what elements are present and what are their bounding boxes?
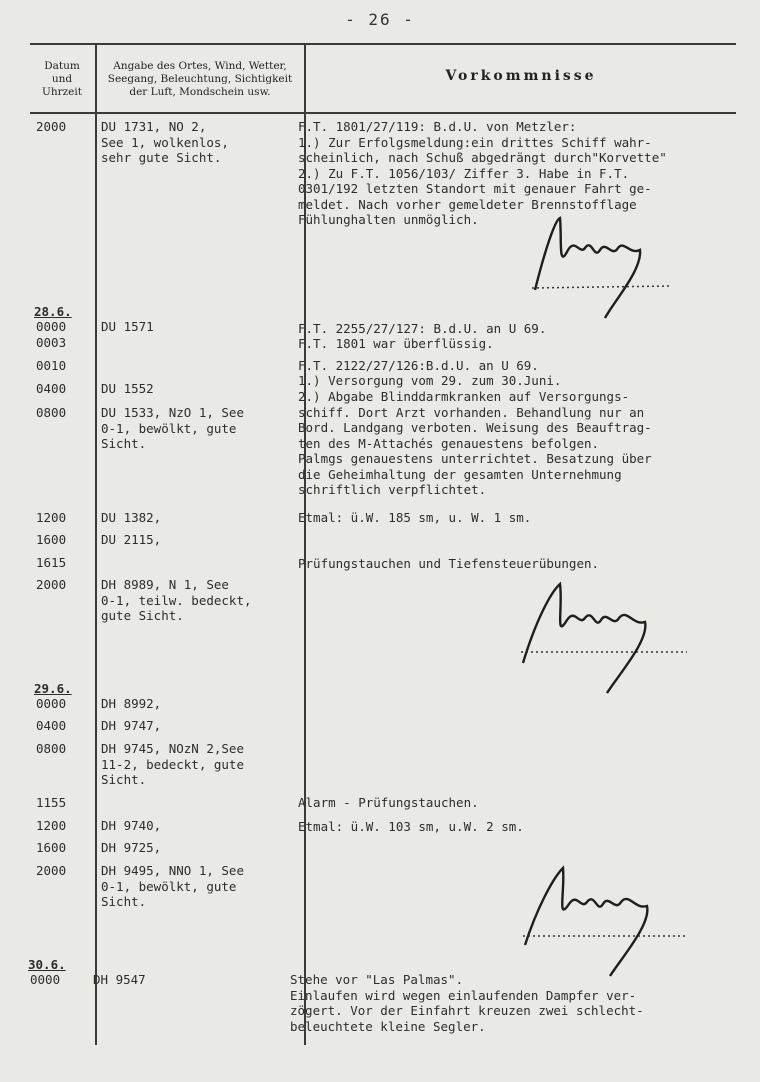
- row-time: 0000: [30, 972, 61, 987]
- row-time: 0010: [36, 358, 67, 373]
- header-bottom-rule: [30, 112, 736, 114]
- row-place: DU 1382,: [101, 510, 162, 525]
- row-time: 2000: [36, 863, 67, 878]
- row-place: DU 1731, NO 2, See 1, wolkenlos, sehr gute Sicht.: [101, 119, 229, 165]
- row-place: DU 1552: [101, 381, 154, 396]
- row-event: Etmal: ü.W. 185 sm, u. W. 1 sm.: [298, 510, 532, 525]
- row-event: F.T. 2122/27/126:B.d.U. an U 69.: [298, 358, 539, 373]
- row-event: F.T. 1801 war überflüssig.: [298, 336, 494, 351]
- row-time: 1600: [36, 532, 67, 547]
- row-event: Etmal: ü.W. 103 sm, u.W. 2 sm.: [298, 819, 524, 834]
- row-time: 0000: [36, 319, 67, 334]
- page-number: - 26 -: [345, 10, 415, 29]
- header-place: Angabe des Ortes, Wind, Wetter, Seegang, Beleuchtung, Sichtigkeit der Luft, Mondschein usw.: [107, 60, 293, 98]
- row-time: 0400: [36, 718, 67, 733]
- signature-1: [520, 210, 690, 320]
- row-time: 2000: [36, 577, 67, 592]
- row-time: 0800: [36, 405, 67, 420]
- row-place: DH 8989, N 1, See 0-1, teilw. bedeckt, gute Sicht.: [101, 577, 252, 623]
- signature-3: [515, 860, 695, 980]
- row-place: DH 9495, NNO 1, See 0-1, bewölkt, gute Sicht.: [101, 863, 244, 909]
- row-event: Prüfungstauchen und Tiefensteuerübungen.: [298, 556, 600, 571]
- signature-2: [515, 578, 695, 698]
- row-place: DU 1571: [101, 319, 154, 334]
- row-place: DH 8992,: [101, 696, 162, 711]
- row-time: 0000: [36, 696, 67, 711]
- date-label: 30.6.: [28, 957, 66, 972]
- row-place: DU 1533, NzO 1, See 0-1, bewölkt, gute Sicht.: [101, 405, 244, 451]
- row-place: DH 9547: [93, 972, 146, 987]
- row-time: 0400: [36, 381, 67, 396]
- row-time: 0800: [36, 741, 67, 756]
- header-top-rule: [30, 43, 736, 45]
- row-time: 1600: [36, 840, 67, 855]
- row-place: DU 2115,: [101, 532, 162, 547]
- header-date: Datum und Uhrzeit: [42, 60, 82, 98]
- row-event: F.T. 2255/27/127: B.d.U. an U 69.: [298, 321, 547, 336]
- row-time: 1155: [36, 795, 67, 810]
- row-time: 1200: [36, 818, 67, 833]
- header-events: Vorkommnisse: [445, 68, 597, 84]
- row-event: Stehe vor "Las Palmas". Einlaufen wird wegen einlaufenden Dampfer ver- zögert. Vor der Einfahrt kreuzen zwei schlecht- beleuchtete kleine Segler.: [290, 972, 644, 1034]
- row-time: 1615: [36, 555, 67, 570]
- date-label: 28.6.: [34, 304, 72, 319]
- row-place: DH 9740,: [101, 818, 162, 833]
- row-event: 1.) Versorgung vom 29. zum 30.Juni.: [298, 373, 562, 388]
- row-place: DH 9747,: [101, 718, 162, 733]
- date-label: 29.6.: [34, 681, 72, 696]
- row-time: 1200: [36, 510, 67, 525]
- date-column-rule: [95, 45, 97, 1045]
- row-time: 0003: [36, 335, 67, 350]
- row-time: 2000: [36, 119, 67, 134]
- row-event: 2.) Abgabe Blinddarmkranken auf Versorgungs- schiff. Dort Arzt vorhanden. Behandlung nur an Bord. Landgang verboten. Weisung des Beauftrag- ten des M-Attachés genauestens befolgen. Palmgs genauestens unterrichtet. Besatzung über die Geheimhaltung der gesamten Unternehmung schriftlich verpflichtet.: [298, 389, 652, 497]
- row-event: F.T. 1801/27/119: B.d.U. von Metzler: 1.) Zur Erfolgsmeldung:ein drittes Schiff wahr- scheinlich, nach Schuß abgedrängt durch"Korvette" 2.) Zu F.T. 1056/103/ Ziffer 3. Habe in F.T. 0301/192 letzten Standort mit genauer Fahrt ge- meldet. Nach vorher gemeldeter Brennstofflage Fühlunghalten unmöglich.: [298, 119, 667, 227]
- row-event: Alarm - Prüfungstauchen.: [298, 795, 479, 810]
- row-place: DH 9745, NOzN 2,See 11-2, bedeckt, gute Sicht.: [101, 741, 244, 787]
- row-place: DH 9725,: [101, 840, 162, 855]
